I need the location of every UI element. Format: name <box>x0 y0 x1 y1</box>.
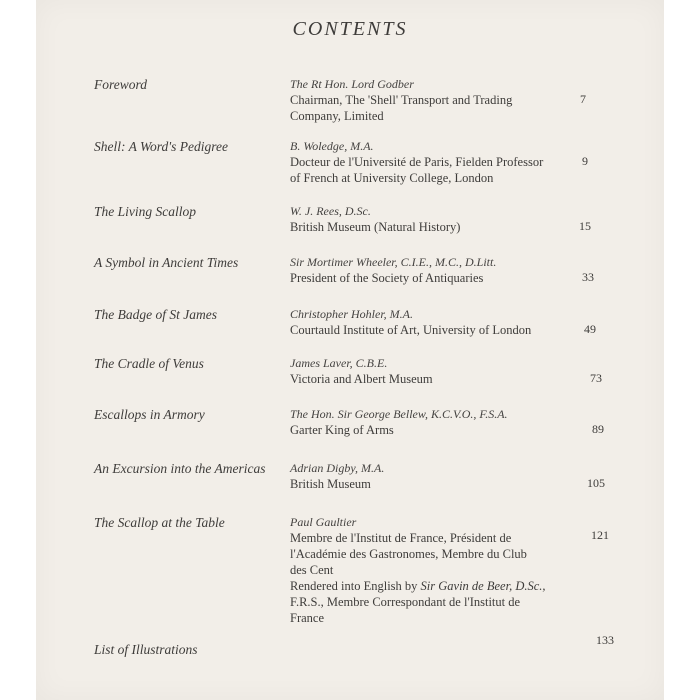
affiliation-line: Membre de l'Institut de France, Président de <box>290 531 512 545</box>
affiliation-line: Docteur de l'Université de Paris, Fielden Professor <box>290 155 544 169</box>
page-number: 105 <box>587 476 605 490</box>
page-number: 15 <box>579 219 591 233</box>
author-name: The Hon. Sir George Bellew, K.C.V.O., F.S.A. <box>290 407 508 421</box>
page-number: 121 <box>591 528 609 542</box>
affiliation-line: British Museum <box>290 477 371 491</box>
affiliation-line: Garter King of Arms <box>290 423 394 437</box>
chapter-title: The Cradle of Venus <box>94 356 204 371</box>
chapter-title: The Scallop at the Table <box>94 515 225 530</box>
author-name: Adrian Digby, M.A. <box>290 461 385 475</box>
affiliation-line: Company, Limited <box>290 109 384 123</box>
author-affiliation <box>290 371 590 387</box>
translator-name: Sir Gavin de Beer, D.Sc., <box>420 579 546 593</box>
book-page <box>36 0 664 700</box>
author-affiliation <box>290 322 590 338</box>
author-name: Christopher Hohler, M.A. <box>290 307 413 321</box>
affiliation-line: des Cent <box>290 563 334 577</box>
page-number: 7 <box>580 92 586 106</box>
page-number: 33 <box>582 270 594 284</box>
page-number: 89 <box>592 422 604 436</box>
page-number: 49 <box>584 322 596 336</box>
author-affiliation <box>290 270 590 286</box>
page-number: 133 <box>596 633 614 647</box>
affiliation-line: l'Académie des Gastronomes, Membre du Club <box>290 547 527 561</box>
author-affiliation <box>290 154 590 186</box>
author-affiliation <box>290 422 590 438</box>
affiliation-line: Chairman, The 'Shell' Transport and Trading <box>290 93 513 107</box>
affiliation-line: F.R.S., Membre Correspondant de l'Institut de <box>290 595 521 609</box>
page-number: 73 <box>590 371 602 385</box>
translation-prefix: Rendered into English by <box>290 579 421 593</box>
author-affiliation <box>290 530 590 626</box>
translation-line <box>290 578 590 594</box>
affiliation-line: Victoria and Albert Museum <box>290 372 433 386</box>
chapter-title: The Badge of St James <box>94 307 217 322</box>
author-name: The Rt Hon. Lord Godber <box>290 77 414 91</box>
chapter-title: A Symbol in Ancient Times <box>94 255 239 270</box>
page-number: 9 <box>582 154 588 168</box>
chapter-title: An Excursion into the Americas <box>94 461 266 476</box>
affiliation-line: France <box>290 611 325 625</box>
page-title: CONTENTS <box>292 18 408 40</box>
author-name: James Laver, C.B.E. <box>290 356 388 370</box>
author-name: Paul Gaultier <box>290 515 357 529</box>
author-affiliation <box>290 92 590 124</box>
chapter-title: List of Illustrations <box>94 642 198 657</box>
author-name: B. Woledge, M.A. <box>290 139 374 153</box>
author-name: Sir Mortimer Wheeler, C.I.E., M.C., D.Litt. <box>290 255 497 269</box>
chapter-title: The Living Scallop <box>94 204 196 219</box>
affiliation-line: Courtauld Institute of Art, University of London <box>290 323 532 337</box>
author-affiliation <box>290 476 590 492</box>
chapter-title: Foreword <box>94 77 147 92</box>
chapter-title: Shell: A Word's Pedigree <box>94 139 228 154</box>
author-affiliation <box>290 219 590 235</box>
affiliation-line: of French at University College, London <box>290 171 494 185</box>
affiliation-line: President of the Society of Antiquaries <box>290 271 484 285</box>
chapter-title: Escallops in Armory <box>94 407 205 422</box>
author-name: W. J. Rees, D.Sc. <box>290 204 371 218</box>
affiliation-line: British Museum (Natural History) <box>290 220 461 234</box>
